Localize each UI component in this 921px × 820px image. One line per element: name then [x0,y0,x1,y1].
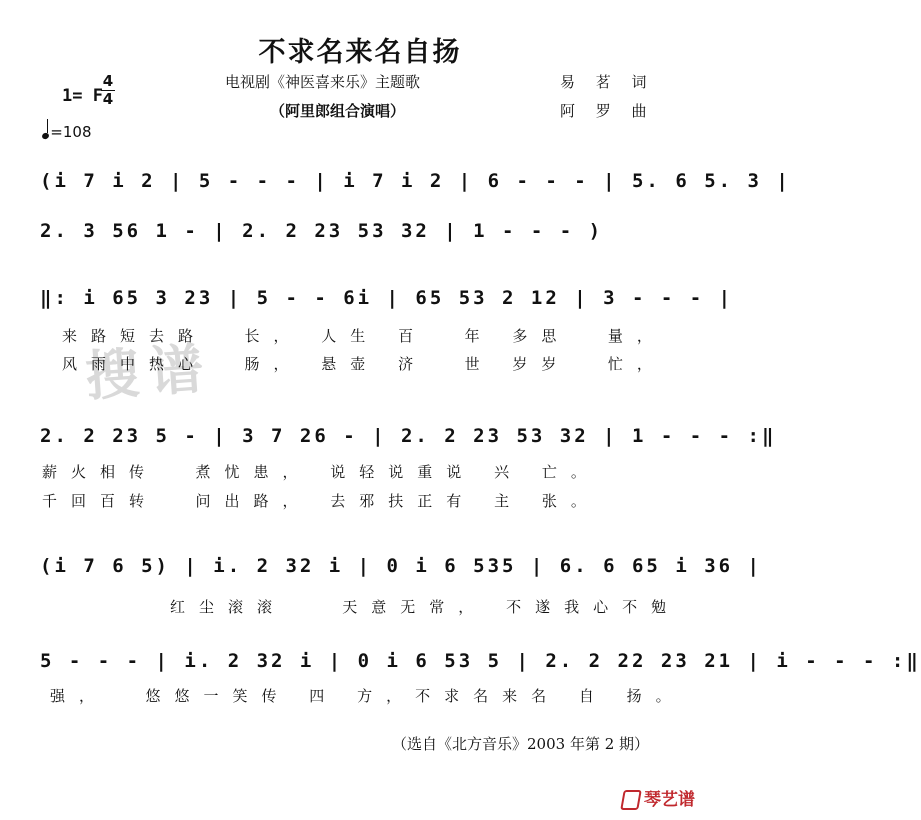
quarter-note-icon [41,132,50,140]
song-title: 不求名来名自扬 [258,37,462,68]
meter-top: 4 [102,72,114,90]
site-logo [622,785,695,810]
logo-text: 琴艺谱 [644,790,695,810]
lyricist-credit: 易 茗 词 [560,73,655,91]
tempo-value: =108 [50,123,92,141]
score-line-5: (i 7 6 5) | i. 2 32 i | 0 i 6 535 | 6. 6 65 i 36 | [40,555,762,577]
lyrics-line-3b: 风雨中热心 肠， 悬壶 济 世 岁岁 忙， [62,355,666,373]
score-line-2: 2. 3 56 1 - | 2. 2 23 53 32 | 1 - - - ) [40,220,604,242]
performer-credit: （阿里郎组合演唱） [270,102,406,120]
lyrics-line-3a: 来路短去路 长， 人生 百 年 多思 量， [62,327,666,345]
song-subtitle: 电视剧《神医喜来乐》主题歌 [225,73,421,91]
note-stem [47,119,48,133]
key-signature: 1= F [62,86,103,106]
tempo-marking [42,123,92,141]
logo-icon [620,790,642,810]
score-line-6: 5 - - - | i. 2 32 i | 0 i 6 53 5 | 2. 2 22 23 21 | i - - - :‖ [40,650,921,672]
lyrics-line-4b: 千回百转 问出路， 去邪扶正有 主 张。 [42,492,600,510]
watermark-text: 搜谱 [83,335,216,409]
lyrics-line-4a: 薪火相传 煮忧患， 说轻说重说 兴 亡。 [42,463,600,481]
composer-credit: 阿 罗 曲 [560,102,655,120]
score-line-1: (i 7 i 2 | 5 - - - | i 7 i 2 | 6 - - - | 5. 6 5. 3 | [40,170,791,192]
score-line-4: 2. 2 23 5 - | 3 7 26 - | 2. 2 23 53 32 | 1 - - - :‖ [40,425,777,447]
score-line-3: ‖: i 65 3 23 | 5 - - 6i | 65 53 2 12 | 3 - - - | [40,287,734,309]
meter-bottom: 4 [102,90,114,108]
lyrics-line-6: 强， 悠悠一笑传 四 方，不求名来名 自 扬。 [50,687,685,705]
source-note: （选自《北方音乐》2003 年第 2 期） [392,735,650,753]
time-signature [101,74,115,107]
lyrics-line-5: 红尘滚滚 天意无常， 不遂我心不勉 [170,598,681,616]
